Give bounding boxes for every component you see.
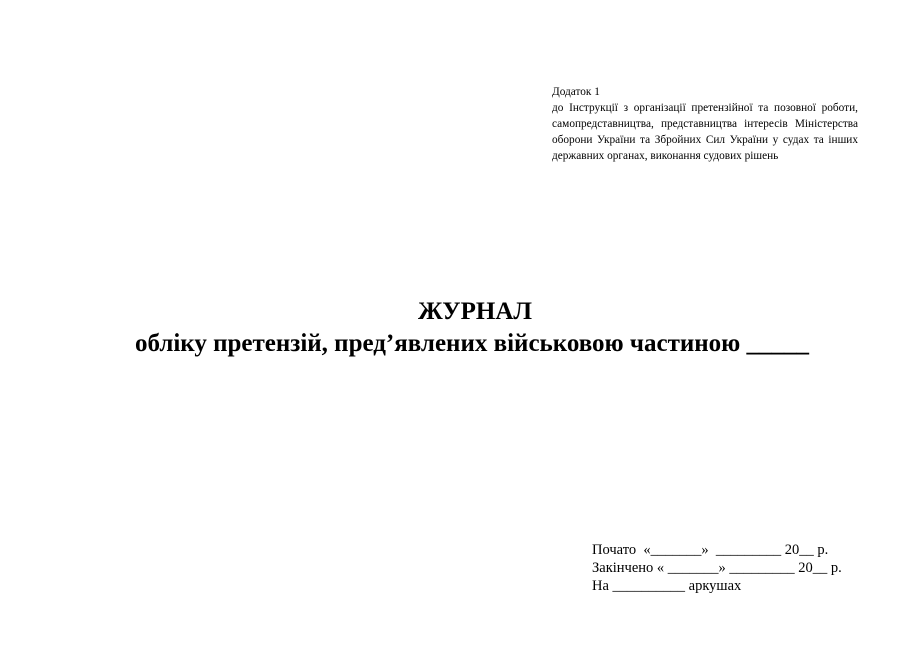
journal-subtitle: обліку претензій, пред’явлених військовою частиною _____ [134,330,810,357]
journal-heading [0,296,920,360]
started-date-line: Почато «_______» _________ 20__ р. [592,542,829,558]
journal-dates-block [592,541,892,595]
finished-date-line: Закінчено « _______» _________ 20__ р. [592,560,842,576]
appendix-title: Додаток 1 [552,86,600,98]
appendix-text: до Інструкції з організації претензійної та позовної роботи, самопредставництва, представництва інтересів Міністерства оборони України та Збройних Сил України у судах та інших державних органах, виконання судових рішень [552,102,858,162]
appendix-note [552,84,858,164]
journal-title: ЖУРНАЛ [417,298,533,325]
sheets-count-line: На __________ аркушах [592,578,742,594]
